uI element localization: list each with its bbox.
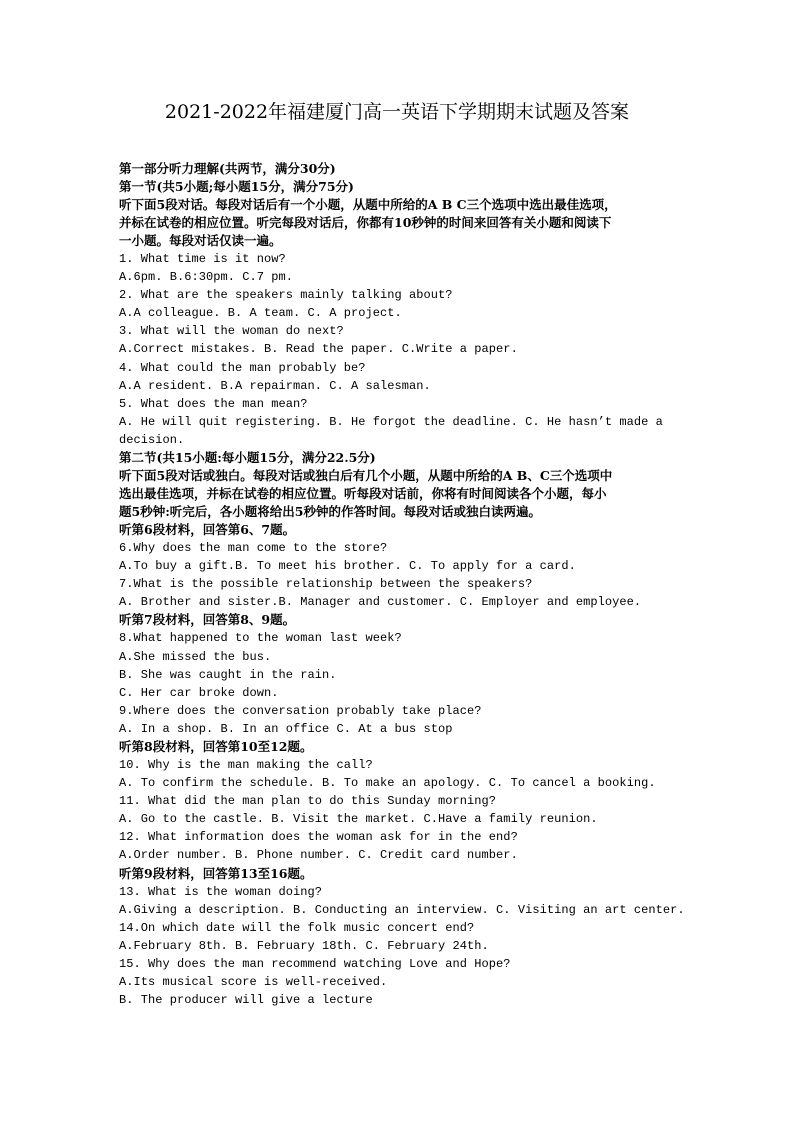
question-text-line: 9.Where does the conversation probably take place? xyxy=(119,703,482,718)
question-text-line: A. Brother and sister.B. Manager and customer. C. Employer and employee. xyxy=(119,595,642,610)
question-text-line: 2. What are the speakers mainly talking about? xyxy=(119,288,453,303)
question-text-line: A. Go to the castle. B. Visit the market. C.Have a family reunion. xyxy=(119,812,598,827)
question-text-line: A. He will quit registering. B. He forgot the deadline. C. He hasn’t made a xyxy=(119,414,663,429)
question-text-line: 1. What time is it now? xyxy=(119,252,286,266)
question-text-line: C. Her car broke down. xyxy=(119,685,279,700)
section-instruction-line: 题5秒钟:听完后，各小题将给出5秒钟的作答时间。每段对话或独白读两遍。 xyxy=(119,504,542,520)
question-text-line: A.Giving a description. B. Conducting an interview. C. Visiting an art center. xyxy=(119,902,685,917)
section-instruction-line: 选出最佳选项，并标在试卷的相应位置。听每段对话前，你将有时间阅读各个小题，每小 xyxy=(119,486,607,502)
section-instruction-line: 听下面5段对话或独白。每段对话或独白后有几个小题，从题中所给的A B、C三个选项中 xyxy=(119,468,613,484)
question-text-line: A.February 8th. B. February 18th. C. February 24th. xyxy=(119,938,489,953)
question-text-line: A.A colleague. B. A team. C. A project. xyxy=(119,306,402,321)
question-text-line: A.To buy a gift.B. To meet his brother. C. To apply for a card. xyxy=(119,559,576,574)
question-text-line: 14.On which date will the folk music concert end? xyxy=(119,920,475,935)
question-text-line: decision. xyxy=(119,432,185,447)
section-instruction-line: 第二节(共15小题:每小题15分，满分22.5分) xyxy=(119,450,376,466)
section-instruction-line: 听第9段材料，回答第13至16题。 xyxy=(119,865,313,881)
section-instruction-line: 听第8段材料，回答第10至12题。 xyxy=(119,738,313,754)
question-text-line: 4. What could the man probably be? xyxy=(119,360,366,375)
document-title: 2021-2022年福建厦门高一英语下学期期末试题及答案 xyxy=(164,101,630,123)
document-body xyxy=(119,160,685,1009)
section-instruction-line: 第一节(共5小题;每小题15分，满分75分) xyxy=(119,179,354,194)
section-instruction-line: 第一部分听力理解(共两节，满分30分) xyxy=(119,161,336,176)
question-text-line: A.She missed the bus. xyxy=(119,649,272,664)
question-text-line: A.Order number. B. Phone number. C. Credit card number. xyxy=(119,848,518,863)
question-text-line: A. To confirm the schedule. B. To make an apology. C. To cancel a booking. xyxy=(119,776,656,791)
section-instruction-line: 听第7段材料，回答第8、9题。 xyxy=(119,612,296,628)
question-text-line: 12. What information does the woman ask for in the end? xyxy=(119,830,518,845)
section-instruction-line: 一小题。每段对话仅读一遍。 xyxy=(119,233,282,248)
question-text-line: 6.Why does the man come to the store? xyxy=(119,541,388,556)
section-instruction-line: 听第6段材料，回答第6、7题。 xyxy=(119,522,296,538)
question-text-line: A.Correct mistakes. B. Read the paper. C.Write a paper. xyxy=(119,342,518,357)
question-text-line: 5. What does the man mean? xyxy=(119,396,308,411)
question-text-line: 3. What will the woman do next? xyxy=(119,324,344,339)
question-text-line: B. The producer will give a lecture xyxy=(119,993,373,1008)
question-text-line: A.Its musical score is well-received. xyxy=(119,975,388,989)
question-text-line: 8.What happened to the woman last week? xyxy=(119,631,402,646)
section-instruction-line: 听下面5段对话。每段对话后有一个小题，从题中所给的A B C三个选项中选出最佳选项， xyxy=(119,197,617,212)
section-instruction-line: 并标在试卷的相应位置。听完每段对话后，你都有10秒钟的时间来回答有关小题和阅读下 xyxy=(119,215,612,230)
question-text-line: 15. Why does the man recommend watching Love and Hope? xyxy=(119,956,511,971)
question-text-line: 11. What did the man plan to do this Sunday morning? xyxy=(119,794,497,809)
question-text-line: 13. What is the woman doing? xyxy=(119,884,323,899)
question-text-line: A. In a shop. B. In an office C. At a bus stop xyxy=(119,721,453,736)
question-text-line: B. She was caught in the rain. xyxy=(119,667,337,682)
question-text-line: A.A resident. B.A repairman. C. A salesman. xyxy=(119,378,431,393)
question-text-line: 7.What is the possible relationship between the speakers? xyxy=(119,577,533,592)
question-text-line: A.6pm. B.6:30pm. C.7 pm. xyxy=(119,270,294,285)
question-text-line: 10. Why is the man making the call? xyxy=(119,757,373,772)
